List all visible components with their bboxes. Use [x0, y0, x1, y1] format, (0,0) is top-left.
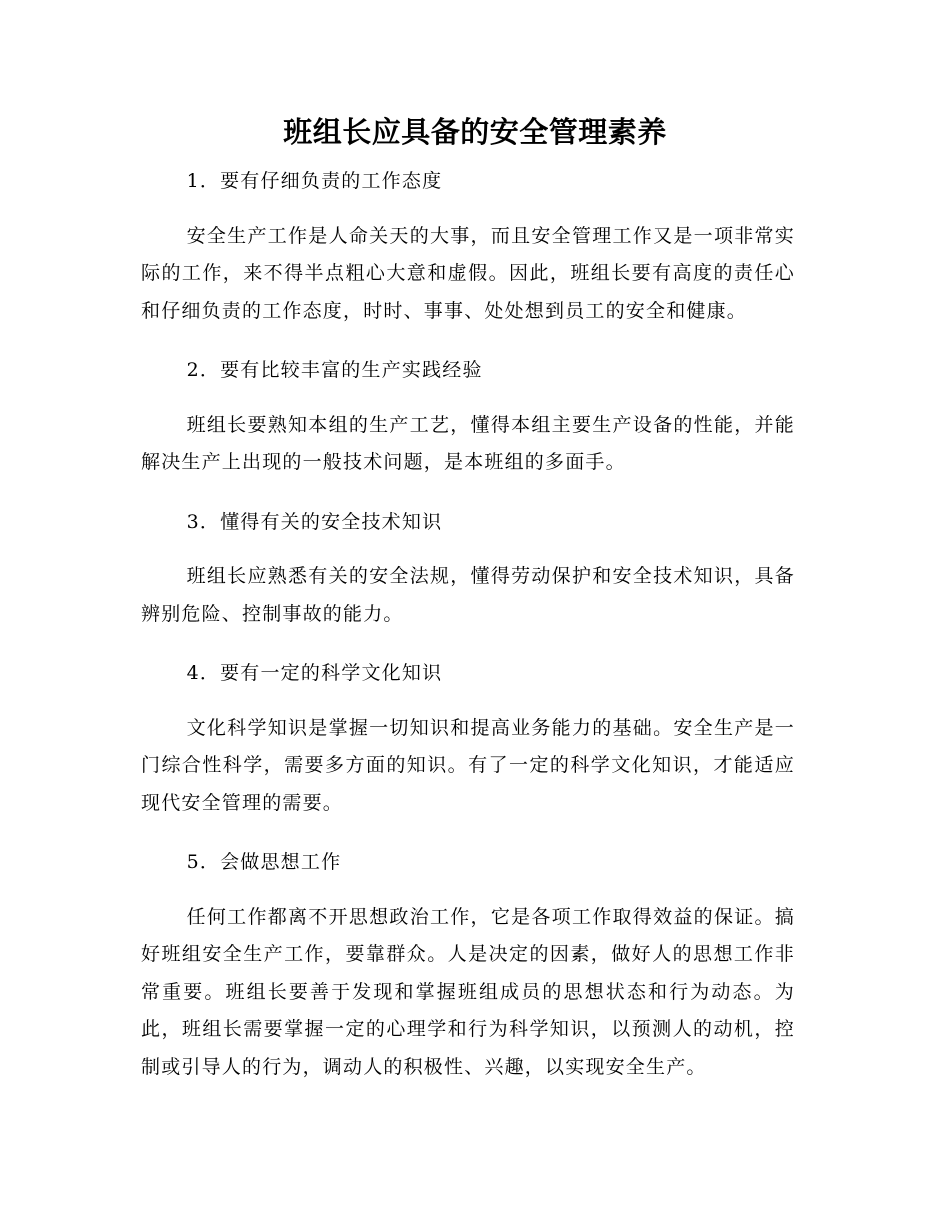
section-heading: 5．会做思想工作: [186, 851, 342, 873]
section-paragraph: 安全生产工作是人命关天的大事，而且安全管理工作又是一项非常实际的工作，来不得半点粗心大意和虚假。因此，班组长要有高度的责任心和仔细负责的工作态度，时时、事事、处处想到员工的安全和健康。: [141, 224, 795, 322]
document-body: [141, 163, 795, 1108]
section-heading: 1．要有仔细负责的工作态度: [186, 170, 443, 192]
document-title: 班组长应具备的安全管理素养: [283, 115, 667, 149]
section-heading: 4．要有一定的科学文化知识: [186, 662, 443, 684]
section-paragraph: 文化科学知识是掌握一切知识和提高业务能力的基础。安全生产是一门综合性科学，需要多方面的知识。有了一定的科学文化知识，才能适应现代安全管理的需要。: [141, 716, 795, 814]
section-paragraph: 班组长要熟知本组的生产工艺，懂得本组主要生产设备的性能，并能解决生产上出现的一般技术问题，是本班组的多面手。: [141, 413, 795, 473]
section-heading: 2．要有比较丰富的生产实践经验: [186, 359, 483, 381]
section-paragraph: 任何工作都离不开思想政治工作，它是各项工作取得效益的保证。搞好班组安全生产工作，要靠群众。人是决定的因素，做好人的思想工作非常重要。班组长要善于发现和掌握班组成员的思想状态和行为动态。为此，班组长需要掌握一定的心理学和行为科学知识，以预测人的动机，控制或引导人的行为，调动人的积极性、兴趣，以实现安全生产。: [141, 905, 795, 1078]
section-paragraph: 班组长应熟悉有关的安全法规，懂得劳动保护和安全技术知识，具备辨别危险、控制事故的能力。: [141, 565, 795, 625]
section-heading: 3．懂得有关的安全技术知识: [186, 510, 443, 533]
